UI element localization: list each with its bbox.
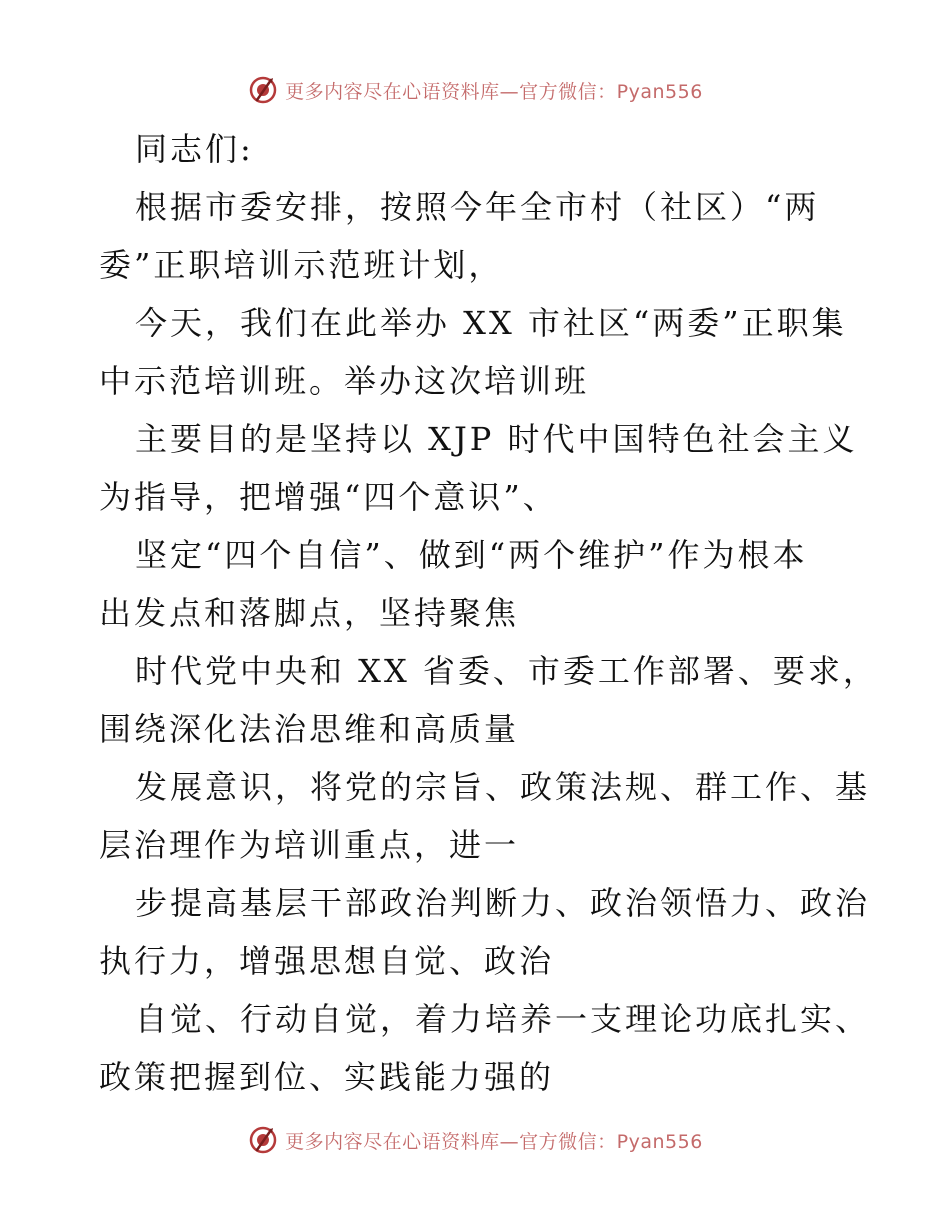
footer-banner <box>0 1120 950 1160</box>
text-line: 政策把握到位、实践能力强的 <box>99 1058 555 1096</box>
text-line: 围绕深化法治思维和高质量 <box>99 710 520 748</box>
text-line: 为指导，把增强“四个意识”、 <box>99 478 558 516</box>
text-line: 坚定“四个自信”、做到“两个维护”作为根本 <box>135 536 808 574</box>
text-line: 层治理作为培训重点，进一 <box>99 826 520 864</box>
text-line: 出发点和落脚点，坚持聚焦 <box>99 594 520 632</box>
text-line: 委”正职培训示范班计划， <box>99 246 504 284</box>
logo-icon <box>247 74 279 106</box>
text-line: 发展意识，将党的宗旨、政策法规、群工作、基 <box>135 768 871 806</box>
text-line: 主要目的是坚持以 XJP 时代中国特色社会主义 <box>135 420 858 458</box>
text-line: 自觉、行动自觉，着力培养一支理论功底扎实、 <box>135 1000 871 1038</box>
text-line: 执行力，增强思想自觉、政治 <box>99 942 555 980</box>
text-line: 步提高基层干部政治判断力、政治领悟力、政治 <box>135 884 871 922</box>
document-body <box>99 120 878 1106</box>
logo-icon <box>247 1124 279 1156</box>
header-banner <box>0 70 950 110</box>
header-banner-text: 更多内容尽在心语资料库—官方微信：Pyan556 <box>285 80 703 103</box>
footer-banner-text: 更多内容尽在心语资料库—官方微信：Pyan556 <box>285 1130 703 1153</box>
text-line: 时代党中央和 XX 省委、市委工作部署、要求， <box>135 652 878 690</box>
text-line: 中示范培训班。举办这次培训班 <box>99 362 590 400</box>
text-line: 根据市委安排，按照今年全市村（社区）“两 <box>135 188 820 226</box>
text-line: 今天，我们在此举办 XX 市社区“两委”正职集 <box>135 304 847 342</box>
text-line: 同志们: <box>135 130 254 168</box>
